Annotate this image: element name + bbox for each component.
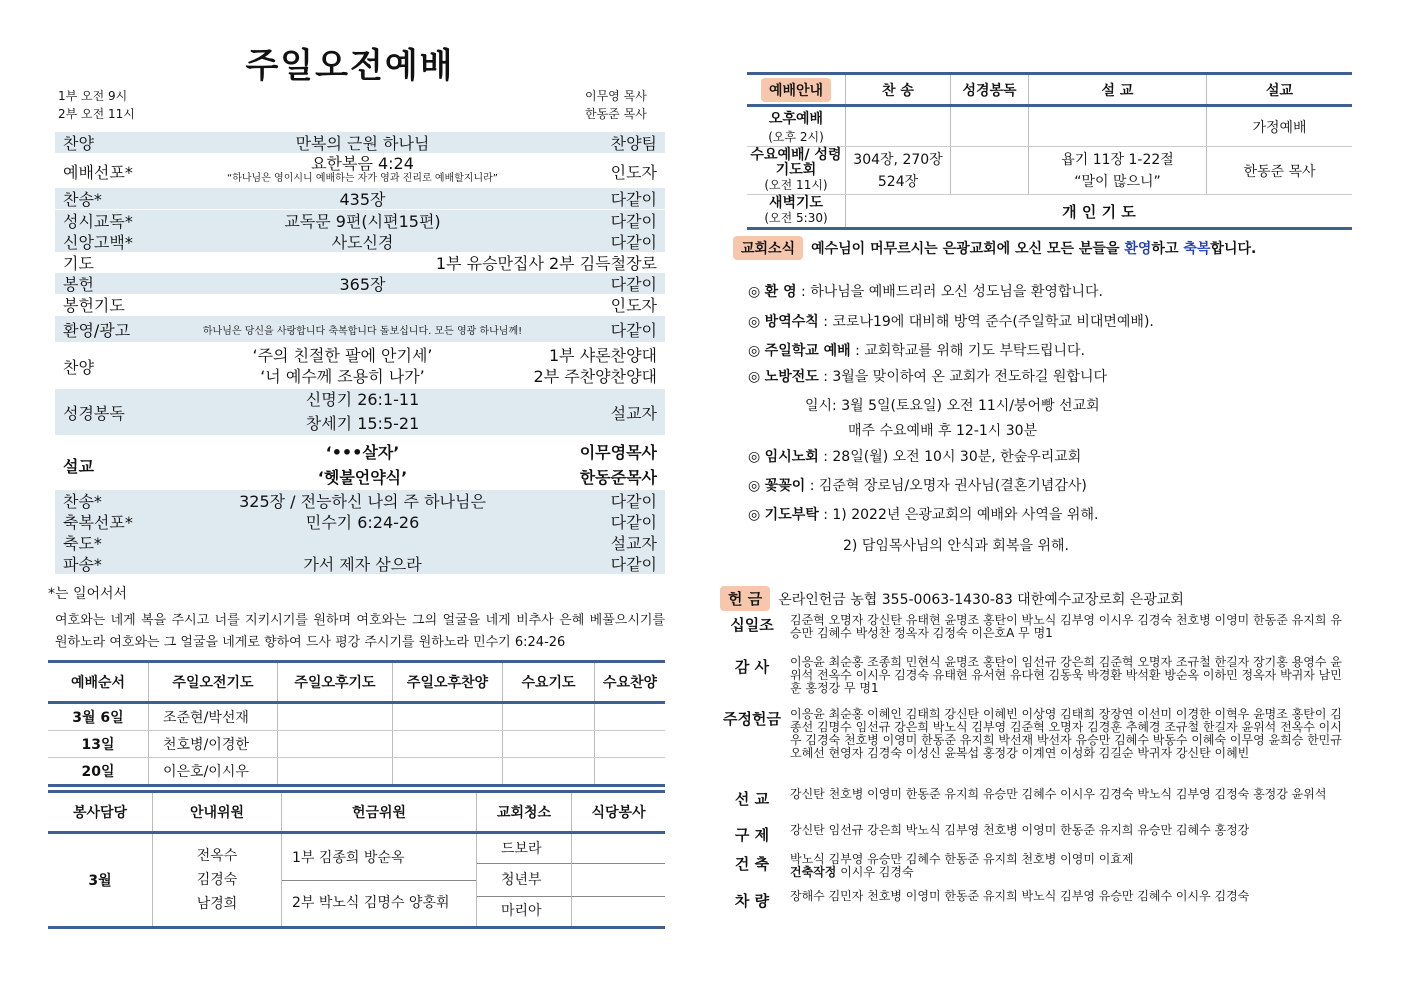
table-cell: 한동준 목사	[1207, 147, 1353, 195]
table-cell	[951, 147, 1029, 195]
building-pledge-label: 건축작정	[790, 865, 837, 879]
table-cell: 조준현/박선재	[149, 703, 278, 731]
news-item	[748, 504, 1098, 524]
news-badge: 교회소식	[733, 236, 803, 260]
offering-label: 건 축	[734, 855, 770, 873]
table-row	[747, 147, 1352, 195]
order-item: 찬양	[63, 134, 94, 153]
order-content: 사도신경	[331, 233, 394, 252]
service-time: (오후 2시)	[768, 130, 824, 144]
service-time-2: 2부 오전 11시	[58, 107, 135, 121]
table-header: 안내위원	[153, 792, 282, 833]
preacher-2: 한동준목사	[579, 468, 657, 487]
table-cell	[846, 106, 951, 147]
table-cell	[393, 703, 503, 731]
table-row	[48, 758, 665, 786]
service-time-1: 1부 오전 9시	[58, 89, 128, 103]
order-by: 다같이	[610, 320, 657, 340]
table-cell	[393, 731, 503, 758]
order-item: 찬송*	[63, 190, 102, 209]
order-by: 인도자	[610, 296, 657, 315]
reading-2: 창세기 15:5-21	[305, 414, 420, 433]
guide-name: 김경숙	[196, 872, 238, 888]
order-row	[55, 252, 665, 273]
table-header: 식당봉사	[591, 805, 646, 821]
table-cell: 이은호/이시우	[149, 758, 278, 786]
order-content: 1부 유승만집사 2부 김득철장로	[435, 254, 657, 273]
order-item: 파송*	[63, 555, 102, 574]
worship-guide-badge: 예배안내	[761, 78, 831, 102]
order-content: 435장	[339, 190, 386, 209]
table-header	[747, 74, 846, 106]
offering-names: 강신탄 임선규 강은희 박노식 김부영 천호병 이영미 한동준 유지희 유승만 김혜수 홍정강	[790, 823, 1250, 837]
guide-name: 남경희	[196, 896, 238, 912]
offering-label: 십일조	[730, 616, 774, 634]
offering-account: 온라인헌금 농협 355-0063-1430-83 대한예수교장로회 은광교회	[778, 592, 1184, 608]
order-by: 다같이	[610, 492, 657, 511]
order-item: 축도*	[63, 534, 102, 553]
offering-committee-2: 2부 박노식 김명수 양홍휘	[292, 894, 450, 911]
table-header: 설교	[1207, 74, 1353, 106]
news-text: : 김준혁 장로님/오명자 권사님(결혼기념감사)	[805, 478, 1087, 494]
table-header: 찬 송	[846, 74, 951, 106]
kitchen-cell	[572, 833, 666, 928]
building-pledge-names: 이시우 김경숙	[836, 865, 914, 879]
news-key: 임시노회	[764, 449, 819, 465]
service-name: 오후예배	[768, 111, 824, 127]
news-key: 주일학교 예배	[764, 343, 851, 359]
table-cell: 20일	[48, 758, 149, 786]
order-by: 인도자	[610, 162, 657, 182]
order-by: 찬양팀	[610, 134, 657, 153]
offering-row	[722, 853, 1347, 879]
table-header: 성경봉독	[951, 74, 1029, 106]
order-content	[170, 388, 555, 436]
service-name: 수요예배/ 성령기도회	[750, 147, 842, 178]
table-cell: 13일	[48, 731, 149, 758]
order-item: 설교	[63, 456, 94, 476]
news-item	[748, 475, 1087, 495]
order-by: 다같이	[610, 513, 657, 532]
sermon-title-2: ‘헷불언약식’	[317, 468, 408, 487]
bullet-icon: ◎	[748, 284, 761, 300]
order-content: 325장 / 전능하신 나의 주 하나님은	[239, 492, 486, 511]
order-by: 다같이	[610, 212, 657, 231]
sermon-text: 욥기 11장 1-22절	[1061, 151, 1174, 168]
pastor-2: 한동준 목사	[585, 107, 647, 121]
news-text: : 교회학교를 위해 기도 부탁드립니다.	[850, 343, 1085, 359]
service-time: (오전 5:30)	[764, 211, 828, 225]
order-content-main: 요한복음 4:24	[311, 154, 414, 173]
preacher-1: 이무영목사	[579, 443, 657, 462]
order-row	[55, 188, 665, 209]
worship-guide-table	[747, 72, 1352, 230]
service-duty-table	[48, 790, 665, 929]
order-by: 다같이	[610, 275, 657, 294]
table-row	[48, 731, 665, 758]
offering-row	[722, 788, 1347, 809]
sermon-title: “말이 많으니”	[1074, 173, 1161, 190]
table-header: 헌금위원	[282, 792, 477, 833]
order-content	[170, 156, 555, 186]
offering-label: 주정헌금	[723, 710, 781, 728]
order-row	[55, 490, 665, 511]
table-row	[48, 833, 665, 928]
table-cell: 가정예배	[1207, 106, 1353, 147]
table-header: 예배순서	[48, 662, 149, 703]
bullet-icon: ◎	[748, 478, 761, 494]
offering-badge: 헌 금	[720, 586, 770, 611]
order-item: 신앙고백*	[63, 233, 133, 252]
table-cell	[503, 703, 595, 731]
table-cell	[595, 703, 666, 731]
order-item: 찬송*	[63, 492, 102, 511]
table-row	[48, 703, 665, 731]
order-row	[55, 273, 665, 294]
hymn-1: 304장, 270장	[853, 151, 943, 168]
table-row	[747, 195, 1352, 229]
offering-row	[722, 824, 1347, 845]
news-item	[748, 366, 1107, 386]
order-content: 가서 제자 삼으라	[303, 555, 422, 574]
stand-note: *는 일어서서	[48, 586, 128, 602]
reading-1: 신명기 26:1-11	[305, 390, 420, 409]
offering-committee-1: 1부 김종희 방순옥	[282, 836, 476, 881]
table-row	[747, 106, 1352, 147]
order-row	[55, 316, 665, 342]
order-item: 봉헌	[63, 275, 94, 294]
news-text: : 3월을 맞이하여 온 교회가 전도하길 원합니다	[818, 369, 1107, 385]
order-row-praise	[55, 345, 665, 387]
table-cell	[503, 758, 595, 786]
offering-names: 김준혁 오명자 강신탄 유태현 윤명조 홍탄이 박노식 김부영 이시우 김경숙 천호병 이영미 한동준 유지희 유승만 김혜수 박성찬 정옥자 김정숙 이은호A 무 명1	[790, 613, 1342, 640]
table-cell	[503, 731, 595, 758]
order-item: 축복선포*	[63, 513, 133, 532]
news-key: 방역수칙	[764, 314, 819, 330]
news-text: : 28일(월) 오전 10시 30분, 한숲우리교회	[818, 449, 1082, 465]
service-name-cell	[747, 106, 846, 147]
headline-bless: 축복	[1183, 241, 1211, 257]
prayer-schedule-table	[48, 660, 665, 787]
news-item	[748, 340, 1085, 360]
headline-text: 합니다.	[1210, 241, 1257, 257]
order-row	[55, 532, 665, 553]
service-month: 3월	[48, 833, 153, 928]
news-text: : 1) 2022년 은광교회의 예배와 사역을 위해.	[818, 507, 1099, 523]
offering-names: 이응윤 최순홍 이혜인 김태희 강신탄 이혜빈 이상영 김태희 장장연 이선미 이경한 이혁우 윤명조 홍탄이 김종선 김명수 임선규 강은희 박노식 김부영 김준혁 오명자 김경훈 추혜경 조규철 한길자 윤위석 전옥수 이시우 김경숙 천호병 이영미 한동준 유지희 박선재 박선자 유승만 김혜수 박동수 이혜숙 이무영 윤희승 한민규 오혜선 현영자 김경숙 이성신 윤복섭 홍정강 이계연 이성화 김길순 박귀자 강신탄 이혜빈	[790, 707, 1342, 760]
order-by: 설교자	[610, 403, 657, 423]
order-by	[515, 345, 665, 387]
order-row	[55, 553, 665, 574]
table-header: 주일오전기도	[149, 662, 278, 703]
service-name-cell	[747, 147, 846, 195]
order-row	[55, 132, 665, 153]
table-header: 주일오후기도	[278, 662, 393, 703]
cleaning-group: 드보라	[477, 835, 571, 864]
order-item: 성시교독*	[63, 212, 133, 231]
bullet-icon: ◎	[748, 507, 761, 523]
offering-row	[722, 656, 1347, 695]
order-content	[170, 440, 555, 490]
order-by: 다같이	[610, 190, 657, 209]
order-row-reading	[55, 389, 665, 435]
order-row	[55, 231, 665, 252]
order-item: 예배선포*	[63, 162, 133, 182]
pastor-1: 이무영 목사	[585, 89, 647, 103]
news-key: 기도부탁	[764, 507, 819, 523]
headline-welcome: 환영	[1124, 241, 1152, 257]
praise-song-2: ‘너 예수께 조용히 나가’	[260, 367, 425, 386]
table-cell	[1029, 106, 1207, 147]
news-item	[748, 311, 1154, 331]
hymn-cell	[846, 147, 951, 195]
order-content: 하나님은 당신을 사랑합니다 축복합니다 돌보십니다. 모든 영광 하나님께!	[202, 325, 523, 337]
order-by: 설교자	[610, 534, 657, 553]
service-name: 새벽기도	[768, 195, 824, 211]
table-cell	[278, 758, 393, 786]
service-name-cell	[747, 195, 846, 229]
sermon-cell	[1029, 147, 1207, 195]
order-content-sub: “하나님은 영이시니 예배하는 자가 영과 진리로 예배할지니라”	[227, 173, 498, 184]
order-content: 만복의 근원 하나님	[295, 134, 430, 153]
news-key: 꽃꽂이	[764, 478, 806, 494]
merged-cell: 개 인 기 도	[846, 195, 1353, 229]
table-header: 주일오후찬양	[393, 662, 503, 703]
sermon-title-1: ‘•••살자’	[325, 443, 400, 462]
order-row	[55, 210, 665, 231]
order-content: 365장	[339, 275, 386, 294]
evangelism-detail: 일시: 3월 5일(토요일) 오전 11시/붕어빵 선교회	[805, 398, 1100, 414]
offering-names-line: 박노식 김부영 유승만 김혜수 한동준 유지희 천호병 이영미 이효제	[790, 852, 1134, 866]
order-content: 민수기 6:24-26	[305, 513, 420, 532]
table-header: 수요기도	[503, 662, 595, 703]
order-item: 기도	[63, 254, 94, 273]
bullet-icon: ◎	[748, 369, 761, 385]
offering-names	[782, 853, 1347, 879]
headline-text: 하고	[1151, 241, 1184, 257]
offering-label: 구 제	[734, 826, 770, 844]
news-key: 노방전도	[764, 369, 819, 385]
order-by: 다같이	[610, 233, 657, 252]
choir-2: 2부 주찬양찬양대	[533, 367, 657, 386]
cleaning-cell	[477, 833, 572, 928]
order-content	[170, 345, 515, 387]
offering-names: 강신탄 천호병 이영미 한동준 유지희 유승만 김혜수 이시우 김경숙 박노식 김부영 김정숙 홍정강 윤위석	[790, 787, 1327, 801]
cleaning-group: 청년부	[477, 864, 571, 897]
page-title: 주일오전예배	[245, 46, 455, 86]
order-content: 교독문 9편(시편15편)	[284, 212, 441, 231]
table-cell	[278, 703, 393, 731]
cleaning-group: 마리아	[501, 903, 542, 919]
table-cell: 천호병/이경한	[149, 731, 278, 758]
hymn-2: 524장	[877, 173, 919, 190]
table-header: 설 교	[1029, 74, 1207, 106]
order-item: 봉헌기도	[63, 296, 125, 315]
news-text: : 코로나19에 대비해 방역 준수(주일학교 비대면예배).	[818, 314, 1154, 330]
bullet-icon: ◎	[748, 343, 761, 359]
prayer-request-2: 2) 담임목사님의 안식과 회복을 위해.	[843, 538, 1069, 554]
blessing-text: 여호와는 네게 복을 주시고 너를 지키시기를 원하며 여호와는 그의 얼굴을 네게 비추사 은혜 베풀으시기를 원하노라 여호와는 그 얼굴을 네게로 향하여 드사 평강 주시기를 원하노라 민수기 6:24-26	[55, 613, 665, 650]
headline-text: 예수님이 머무르시는 은광교회에 오신 모든 분들을	[811, 241, 1125, 257]
choir-1: 1부 샤론찬양대	[548, 346, 657, 365]
offering-header	[720, 586, 1184, 611]
bullet-icon: ◎	[748, 314, 761, 330]
order-by	[555, 440, 665, 490]
evangelism-detail: 매주 수요예배 후 12-1시 30분	[848, 423, 1038, 439]
order-row-sermon	[55, 440, 665, 490]
order-item: 찬양	[63, 357, 94, 377]
order-row	[55, 294, 665, 315]
table-header: 봉사담당	[48, 792, 153, 833]
table-cell	[595, 758, 666, 786]
offering-label: 선 교	[734, 790, 770, 808]
order-row	[55, 154, 665, 188]
praise-song-1: ‘주의 친절한 팔에 안기세’	[252, 346, 433, 365]
table-cell	[393, 758, 503, 786]
offering-names: 장해수 김민자 천호병 이영미 한동준 유지희 박노식 김부영 유승만 김혜수 이시우 김경숙	[790, 889, 1250, 903]
news-item	[748, 281, 1103, 301]
order-item: 환영/광고	[63, 320, 131, 340]
table-header: 수요찬양	[602, 675, 658, 691]
offering-row	[722, 890, 1347, 911]
news-item	[748, 446, 1081, 466]
offering-committee-cell	[282, 833, 477, 928]
table-header: 교회청소	[477, 792, 572, 833]
news-text: : 하나님을 예배드리러 오신 성도님을 환영합니다.	[796, 284, 1103, 300]
table-cell	[595, 731, 666, 758]
bullet-icon: ◎	[748, 449, 761, 465]
offering-row	[722, 708, 1347, 760]
news-headline	[733, 236, 1256, 260]
offering-names: 이응윤 최순홍 조종희 민현식 윤명조 홍탄이 임선규 강은희 김준혁 오명자 조규철 한길자 장기홍 용영수 윤위석 전옥수 이시우 김경숙 유태현 유서현 유다현 김동욱 박경환 박석환 방순옥 이하민 정옥자 박귀자 남민훈 홍정강 무 명1	[790, 655, 1342, 695]
service-time: (오전 11시)	[764, 178, 828, 192]
offering-row	[722, 614, 1347, 640]
offering-label: 감 사	[734, 658, 770, 676]
offering-label: 차 량	[734, 892, 770, 910]
guides-cell	[153, 833, 282, 928]
order-row	[55, 511, 665, 532]
table-cell	[278, 731, 393, 758]
order-item: 성경봉독	[63, 403, 125, 423]
table-cell: 3월 6일	[48, 703, 149, 731]
order-by: 다같이	[610, 555, 657, 574]
news-key: 환 영	[764, 284, 797, 300]
building-pledge-line	[790, 866, 1347, 879]
table-cell	[951, 106, 1029, 147]
guide-name: 전옥수	[196, 848, 238, 864]
